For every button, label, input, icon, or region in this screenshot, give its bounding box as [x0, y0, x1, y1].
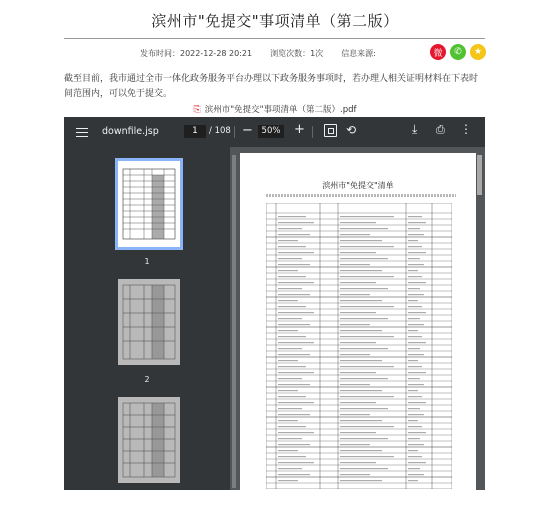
thumbnail-sidebar [64, 147, 230, 490]
toolbar-divider [312, 126, 313, 138]
thumbnail-page-2[interactable] [118, 279, 180, 365]
article-meta [140, 48, 376, 59]
pdf-icon: ⎘ [193, 105, 201, 115]
thumbnail-page-3[interactable] [118, 397, 180, 483]
info-source: 信息来源: [341, 49, 376, 58]
thumbnail-label-1: 1 [144, 257, 150, 266]
attachment-label[interactable]: 滨州市"免提交"事项清单（第二版）.pdf [204, 105, 357, 115]
rotate-icon[interactable]: ⟲ [346, 123, 357, 137]
view-count: 浏览次数：1次 [270, 49, 324, 58]
zoom-level-input[interactable]: 50% [258, 125, 284, 138]
more-options-icon[interactable]: ⋮ [460, 122, 472, 136]
weibo-icon[interactable]: 微 [430, 44, 446, 60]
pdf-filename: downfile.jsp [102, 126, 159, 137]
download-icon[interactable]: ⤓ [412, 122, 418, 136]
publish-time: 发布时间：2022-12-28 20:21 [140, 49, 253, 58]
qzone-icon[interactable]: ★ [470, 44, 486, 60]
pdf-page [240, 153, 476, 490]
fit-page-icon[interactable] [324, 124, 337, 137]
zoom-in-button[interactable]: + [294, 122, 305, 137]
thumbnail-label-2: 2 [144, 375, 150, 384]
document-intro-line [266, 194, 456, 197]
print-icon[interactable]: ⎙ [436, 123, 445, 136]
menu-icon[interactable] [76, 125, 88, 139]
attachment-link[interactable] [0, 103, 550, 115]
page-number-input[interactable]: 1 [184, 125, 206, 138]
document-title: 滨州市"免提交"清单 [322, 181, 394, 190]
thumbnail-scrollbar[interactable] [232, 155, 236, 488]
page-scrollbar[interactable] [477, 155, 482, 195]
thumbnail-page-1[interactable] [118, 161, 180, 247]
pdf-viewer [64, 117, 485, 490]
zoom-out-button[interactable]: − [242, 123, 253, 138]
title-divider [64, 38, 485, 39]
intro-text: 截至目前，我市通过全市一体化政务服务平台办理以下政务服务事项时，若办理人相关证明材料在下表时间范围内，可以免于提交。 [64, 74, 479, 99]
page-count: / 108 [209, 126, 231, 136]
pdf-toolbar [64, 117, 485, 147]
page-title: 滨州市"免提交"事项清单（第二版） [151, 12, 399, 30]
wechat-icon[interactable]: ✆ [450, 44, 466, 60]
toolbar-divider [234, 126, 235, 138]
share-buttons [430, 44, 486, 60]
document-table [266, 203, 452, 489]
